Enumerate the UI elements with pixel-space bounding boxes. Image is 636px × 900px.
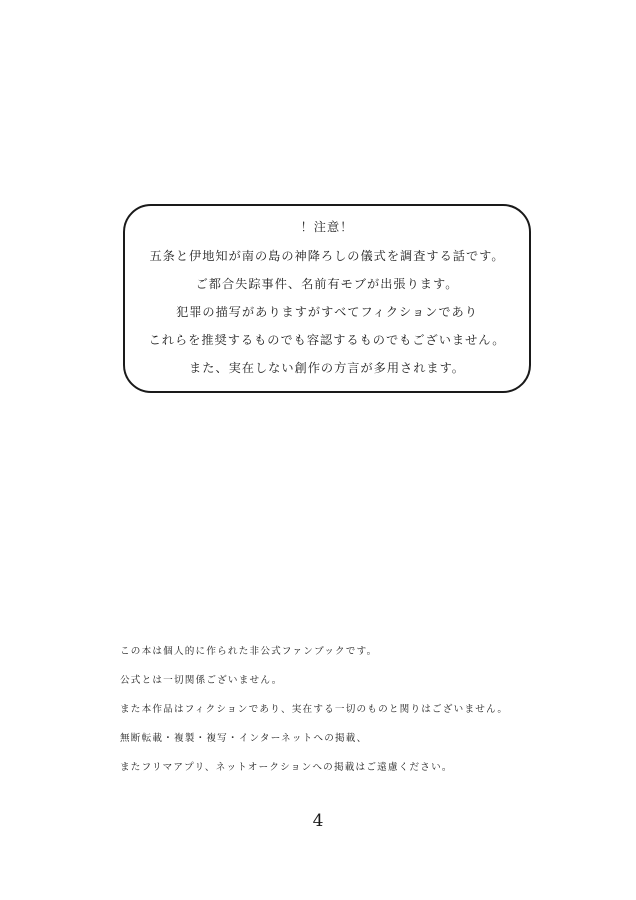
notice-heading: ！注意！ (300, 220, 354, 234)
page-number: 4 (312, 811, 324, 831)
notice-line: 五条と伊地知が南の島の神降ろしの儀式を調査する話です。 (149, 249, 505, 263)
notice-line: ご都合失踪事件、名前有モブが出張ります。 (195, 277, 459, 291)
notice-line: また、実在しない創作の方言が多用されます。 (189, 361, 465, 375)
disclaimer-line: 公式とは一切関係ございません。 (120, 675, 283, 686)
disclaimer-line: また本作品はフィクションであり、実在する一切のものと関りはございません。 (120, 704, 509, 715)
notice-line: これらを推奨するものでも容認するものでもございません。 (148, 333, 506, 347)
notice-line: 犯罪の描写がありますがすべてフィクションであり (176, 305, 478, 319)
disclaimer-line: 無断転載・複製・複写・インターネットへの掲載、 (120, 733, 368, 744)
disclaimer-line: この本は個人的に作られた非公式ファンブックです。 (120, 646, 378, 657)
notice-box (123, 204, 531, 393)
disclaimer-line: またフリマアプリ、ネットオークションへの掲載はご遠慮ください。 (120, 762, 453, 773)
